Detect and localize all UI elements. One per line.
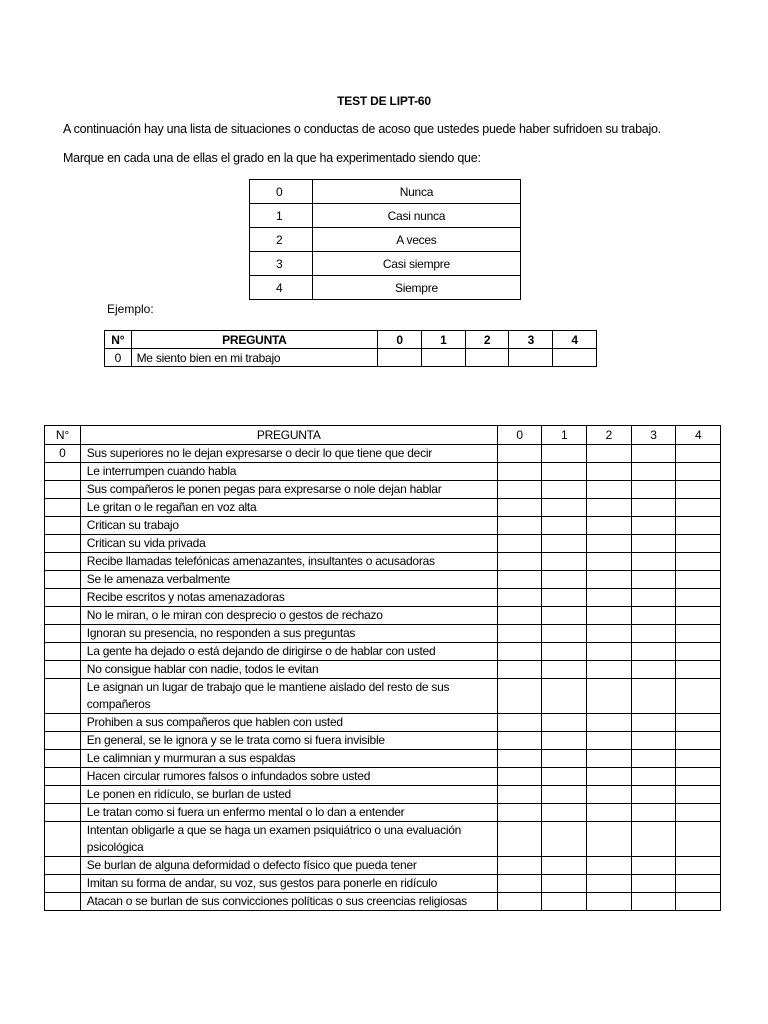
example-table — [104, 330, 597, 367]
answer-cell-0[interactable] — [497, 661, 542, 679]
scale-value: 1 — [250, 204, 313, 228]
scale-label: Siempre — [312, 276, 520, 300]
answer-cell-0[interactable] — [497, 714, 542, 732]
answer-cell-3[interactable] — [631, 679, 676, 714]
answer-cell-1[interactable] — [542, 481, 587, 499]
answer-cell-2[interactable] — [587, 893, 632, 911]
intro-paragraph: A continuación hay una lista de situaciones o conductas de acoso que ustedes puede haber sufridoen su trabajo. — [63, 122, 661, 136]
row-question: No le miran, o le miran con desprecio o gestos de rechazo — [80, 607, 497, 625]
answer-cell-2[interactable] — [587, 732, 632, 750]
table-row — [45, 589, 721, 607]
header-value-3: 3 — [631, 426, 676, 445]
scale-value: 0 — [250, 180, 313, 204]
answer-cell-2[interactable] — [587, 768, 632, 786]
row-number — [45, 804, 81, 822]
row-number — [45, 535, 81, 553]
answer-cell-4[interactable] — [676, 714, 721, 732]
answer-cell-3[interactable] — [631, 875, 676, 893]
header-no: N° — [45, 426, 81, 445]
header-value-1: 1 — [421, 331, 465, 349]
answer-cell-4[interactable] — [676, 822, 721, 857]
row-number — [45, 481, 81, 499]
row-question: En general, se le ignora y se le trata como si fuera invisible — [80, 732, 497, 750]
answer-cell-0[interactable] — [497, 875, 542, 893]
row-question: La gente ha dejado o está dejando de dirigirse o de hablar con usted — [80, 643, 497, 661]
answer-cell-1[interactable] — [542, 732, 587, 750]
answer-cell-1[interactable] — [542, 625, 587, 643]
row-question: Sus compañeros le ponen pegas para expresarse o nole dejan hablar — [80, 481, 497, 499]
answer-cell-3[interactable] — [631, 481, 676, 499]
answer-cell-1[interactable] — [542, 786, 587, 804]
scale-row — [250, 228, 521, 252]
answer-cell-4[interactable] — [676, 625, 721, 643]
answer-cell-0[interactable] — [497, 804, 542, 822]
answer-cell-3[interactable] — [631, 786, 676, 804]
answer-cell-3[interactable] — [631, 571, 676, 589]
answer-cell-2[interactable] — [587, 571, 632, 589]
answer-cell-2[interactable] — [587, 445, 632, 463]
table-row — [45, 481, 721, 499]
answer-cell-1[interactable] — [542, 661, 587, 679]
scale-label: Casi siempre — [312, 252, 520, 276]
answer-cell-1[interactable] — [542, 535, 587, 553]
table-row — [45, 553, 721, 571]
answer-cell-2[interactable] — [587, 589, 632, 607]
row-number — [45, 732, 81, 750]
scale-value: 2 — [250, 228, 313, 252]
table-row — [45, 535, 721, 553]
answer-cell-1[interactable] — [542, 714, 587, 732]
answer-cell-4[interactable] — [676, 445, 721, 463]
row-number — [45, 893, 81, 911]
answer-cell-1[interactable] — [542, 768, 587, 786]
answer-cell-3[interactable] — [631, 804, 676, 822]
row-number — [45, 661, 81, 679]
row-number — [45, 643, 81, 661]
answer-cell-3[interactable] — [631, 553, 676, 571]
answer-cell-2[interactable] — [587, 786, 632, 804]
answer-cell-2[interactable] — [587, 553, 632, 571]
row-number — [45, 463, 81, 481]
answer-cell-4[interactable] — [676, 589, 721, 607]
answer-cell-4[interactable] — [676, 643, 721, 661]
answer-cell-2[interactable] — [587, 499, 632, 517]
row-number — [45, 499, 81, 517]
row-number — [45, 786, 81, 804]
answer-cell-0[interactable] — [497, 517, 542, 535]
answer-cell-1[interactable] — [542, 822, 587, 857]
table-row — [45, 750, 721, 768]
answer-cell-2[interactable] — [587, 607, 632, 625]
header-value-2: 2 — [465, 331, 509, 349]
answer-cell-0[interactable] — [497, 768, 542, 786]
row-question: Le tratan como si fuera un enfermo mental o lo dan a entender — [80, 804, 497, 822]
table-row — [45, 768, 721, 786]
answer-cell-3[interactable] — [631, 499, 676, 517]
answer-cell-3[interactable] — [631, 589, 676, 607]
row-question: Prohiben a sus compañeros que hablen con usted — [80, 714, 497, 732]
table-row — [45, 445, 721, 463]
row-number — [45, 857, 81, 875]
row-question: No consigue hablar con nadie, todos le evitan — [80, 661, 497, 679]
answer-cell-3[interactable] — [631, 822, 676, 857]
header-question: PREGUNTA — [80, 426, 497, 445]
answer-cell-1[interactable] — [542, 804, 587, 822]
scale-value: 4 — [250, 276, 313, 300]
header-value-4: 4 — [676, 426, 721, 445]
answer-cell-3[interactable] — [631, 445, 676, 463]
table-row — [45, 571, 721, 589]
answer-cell-0[interactable] — [378, 349, 422, 367]
example-row-question: Me siento bien en mi trabajo — [131, 349, 378, 367]
header-value-0: 0 — [497, 426, 542, 445]
table-row — [45, 732, 721, 750]
row-number — [45, 875, 81, 893]
row-question: Le asignan un lugar de trabajo que le mantiene aislado del resto de sus compañeros — [80, 679, 497, 714]
table-row — [45, 786, 721, 804]
header-value-1: 1 — [542, 426, 587, 445]
answer-cell-0[interactable] — [497, 445, 542, 463]
answer-cell-2[interactable] — [587, 517, 632, 535]
scale-label: A veces — [312, 228, 520, 252]
row-question: Ignoran su presencia, no responden a sus preguntas — [80, 625, 497, 643]
answer-cell-1[interactable] — [542, 571, 587, 589]
row-question: Le calimnian y murmuran a sus espaldas — [80, 750, 497, 768]
row-question: Sus superiores no le dejan expresarse o decir lo que tiene que decir — [80, 445, 497, 463]
row-question: Le gritan o le regañan en voz alta — [80, 499, 497, 517]
answer-cell-2[interactable] — [587, 804, 632, 822]
scale-row — [250, 252, 521, 276]
header-value-3: 3 — [509, 331, 553, 349]
example-header-row — [105, 331, 597, 349]
row-number: 0 — [45, 445, 81, 463]
answer-cell-1[interactable] — [542, 499, 587, 517]
row-question: Le interrumpen cuando habla — [80, 463, 497, 481]
row-question: Atacan o se burlan de sus convicciones políticas o sus creencias religiosas — [80, 893, 497, 911]
answer-cell-2[interactable] — [587, 679, 632, 714]
header-value-0: 0 — [378, 331, 422, 349]
answer-cell-3[interactable] — [631, 643, 676, 661]
answer-cell-1[interactable] — [542, 553, 587, 571]
row-question: Hacen circular rumores falsos o infundados sobre usted — [80, 768, 497, 786]
table-row — [45, 822, 721, 857]
answer-cell-1[interactable] — [542, 893, 587, 911]
answer-cell-4[interactable] — [676, 661, 721, 679]
row-question: Recibe escritos y notas amenazadoras — [80, 589, 497, 607]
table-row — [45, 643, 721, 661]
row-number — [45, 571, 81, 589]
answer-cell-3[interactable] — [509, 349, 553, 367]
answer-cell-0[interactable] — [497, 499, 542, 517]
answer-cell-4[interactable] — [676, 893, 721, 911]
answer-cell-0[interactable] — [497, 822, 542, 857]
row-question: Imitan su forma de andar, su voz, sus gestos para ponerle en ridículo — [80, 875, 497, 893]
answer-cell-0[interactable] — [497, 463, 542, 481]
row-number — [45, 607, 81, 625]
scale-label: Nunca — [312, 180, 520, 204]
answer-cell-0[interactable] — [497, 679, 542, 714]
table-row — [45, 661, 721, 679]
answer-cell-1[interactable] — [542, 589, 587, 607]
row-question: Critican su trabajo — [80, 517, 497, 535]
answer-cell-1[interactable] — [421, 349, 465, 367]
instruction-paragraph: Marque en cada una de ellas el grado en la que ha experimentado siendo que: — [63, 151, 481, 165]
example-label: Ejemplo: — [107, 302, 154, 316]
answer-cell-2[interactable] — [587, 661, 632, 679]
answer-cell-4[interactable] — [676, 607, 721, 625]
answer-cell-3[interactable] — [631, 857, 676, 875]
header-question: PREGUNTA — [131, 331, 378, 349]
table-row — [45, 517, 721, 535]
scale-value: 3 — [250, 252, 313, 276]
answer-cell-2[interactable] — [587, 750, 632, 768]
answer-cell-2[interactable] — [587, 822, 632, 857]
answer-cell-4[interactable] — [676, 679, 721, 714]
answer-cell-0[interactable] — [497, 643, 542, 661]
answer-cell-2[interactable] — [587, 463, 632, 481]
example-row — [105, 349, 597, 367]
answer-cell-0[interactable] — [497, 750, 542, 768]
row-question: Se burlan de alguna deformidad o defecto físico que pueda tener — [80, 857, 497, 875]
answer-cell-0[interactable] — [497, 786, 542, 804]
row-question: Se le amenaza verbalmente — [80, 571, 497, 589]
answer-cell-0[interactable] — [497, 535, 542, 553]
row-number — [45, 714, 81, 732]
answer-cell-4[interactable] — [676, 463, 721, 481]
answer-cell-3[interactable] — [631, 732, 676, 750]
answer-cell-4[interactable] — [676, 786, 721, 804]
answer-cell-4[interactable] — [676, 571, 721, 589]
answer-cell-3[interactable] — [631, 714, 676, 732]
answer-cell-2[interactable] — [587, 714, 632, 732]
answer-cell-1[interactable] — [542, 857, 587, 875]
table-row — [45, 857, 721, 875]
table-row — [45, 499, 721, 517]
document-title: TEST DE LIPT-60 — [337, 94, 431, 108]
row-number — [45, 768, 81, 786]
answer-cell-1[interactable] — [542, 445, 587, 463]
row-number — [45, 553, 81, 571]
answer-cell-1[interactable] — [542, 607, 587, 625]
table-row — [45, 893, 721, 911]
answer-cell-2[interactable] — [587, 857, 632, 875]
answer-cell-4[interactable] — [676, 804, 721, 822]
header-value-2: 2 — [587, 426, 632, 445]
answer-cell-1[interactable] — [542, 679, 587, 714]
table-row — [45, 607, 721, 625]
table-row — [45, 875, 721, 893]
row-question: Le ponen en ridículo, se burlan de usted — [80, 786, 497, 804]
answer-cell-2[interactable] — [587, 535, 632, 553]
scale-row — [250, 180, 521, 204]
row-question: Critican su vida privada — [80, 535, 497, 553]
header-value-4: 4 — [553, 331, 597, 349]
answer-cell-3[interactable] — [631, 750, 676, 768]
table-row — [45, 679, 721, 714]
answer-cell-4[interactable] — [676, 875, 721, 893]
answer-cell-2[interactable] — [465, 349, 509, 367]
questionnaire-header-row — [45, 426, 721, 445]
answer-cell-3[interactable] — [631, 768, 676, 786]
answer-cell-1[interactable] — [542, 875, 587, 893]
answer-cell-0[interactable] — [497, 571, 542, 589]
answer-cell-4[interactable] — [676, 499, 721, 517]
answer-cell-2[interactable] — [587, 875, 632, 893]
answer-cell-1[interactable] — [542, 517, 587, 535]
answer-cell-1[interactable] — [542, 463, 587, 481]
row-number — [45, 589, 81, 607]
answer-cell-4[interactable] — [676, 481, 721, 499]
scale-row — [250, 204, 521, 228]
answer-cell-4[interactable] — [676, 768, 721, 786]
example-row-no: 0 — [105, 349, 132, 367]
row-number — [45, 750, 81, 768]
table-row — [45, 804, 721, 822]
row-question: Recibe llamadas telefónicas amenazantes, insultantes o acusadoras — [80, 553, 497, 571]
answer-cell-2[interactable] — [587, 625, 632, 643]
scale-table — [249, 179, 521, 300]
answer-cell-4[interactable] — [676, 732, 721, 750]
row-number — [45, 625, 81, 643]
answer-cell-0[interactable] — [497, 553, 542, 571]
answer-cell-0[interactable] — [497, 732, 542, 750]
table-row — [45, 463, 721, 481]
answer-cell-3[interactable] — [631, 607, 676, 625]
answer-cell-0[interactable] — [497, 589, 542, 607]
answer-cell-3[interactable] — [631, 535, 676, 553]
scale-label: Casi nunca — [312, 204, 520, 228]
scale-row — [250, 276, 521, 300]
table-row — [45, 714, 721, 732]
header-no: N° — [105, 331, 132, 349]
row-number — [45, 822, 81, 857]
answer-cell-3[interactable] — [631, 517, 676, 535]
answer-cell-0[interactable] — [497, 481, 542, 499]
table-row — [45, 625, 721, 643]
answer-cell-4[interactable] — [676, 553, 721, 571]
answer-cell-1[interactable] — [542, 643, 587, 661]
row-number — [45, 679, 81, 714]
answer-cell-4[interactable] — [553, 349, 597, 367]
row-number — [45, 517, 81, 535]
answer-cell-4[interactable] — [676, 750, 721, 768]
answer-cell-2[interactable] — [587, 481, 632, 499]
answer-cell-4[interactable] — [676, 517, 721, 535]
row-question: Intentan obligarle a que se haga un examen psiquiátrico o una evaluación psicológica — [80, 822, 497, 857]
answer-cell-0[interactable] — [497, 625, 542, 643]
answer-cell-0[interactable] — [497, 893, 542, 911]
answer-cell-3[interactable] — [631, 661, 676, 679]
questionnaire-table — [44, 425, 721, 911]
answer-cell-3[interactable] — [631, 625, 676, 643]
answer-cell-4[interactable] — [676, 857, 721, 875]
answer-cell-4[interactable] — [676, 535, 721, 553]
answer-cell-0[interactable] — [497, 607, 542, 625]
answer-cell-0[interactable] — [497, 857, 542, 875]
answer-cell-1[interactable] — [542, 750, 587, 768]
answer-cell-3[interactable] — [631, 893, 676, 911]
answer-cell-3[interactable] — [631, 463, 676, 481]
answer-cell-2[interactable] — [587, 643, 632, 661]
